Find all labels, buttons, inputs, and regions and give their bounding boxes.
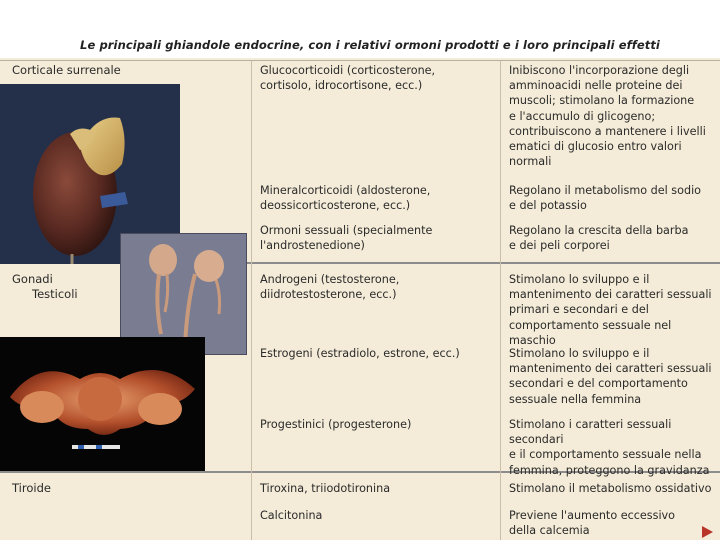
ovaries-uterus-photo [0,337,205,471]
page-title: Le principali ghiandole endocrine, con i relativi ormoni prodotti e i loro principali effetti [80,38,660,52]
effect-glucocorticoidi: Inibiscono l'incorporazione degli amminoacidi nelle proteine dei muscoli; stimolano la formazione e l'accumulo di glicogeno; contribuiscono a mantenere i livelli ematici di glucosio entro valori normali [509,64,706,169]
gland-name-gonadi: Gonadi [12,272,53,286]
hormone-androgeni: Androgeni (testosterone, diidrotestosterone, ecc.) [260,273,400,302]
hormone-mineralcorticoidi: Mineralcorticoidi (aldosterone, deossicorticosterone, ecc.) [260,184,431,213]
hormone-ormoni-sessuali: Ormoni sessuali (specialmente l'androstenedione) [260,224,433,253]
effect-mineralcorticoidi: Regolano il metabolismo del sodio e del potassio [509,184,702,213]
effect-androgeni: Stimolano lo sviluppo e il mantenimento dei caratteri sessuali primari e secondari e del comportamento sessuale nel maschio [509,273,712,347]
hormone-calcitonina: Calcitonina [260,509,323,522]
hormone-tiroxina: Tiroxina, triiodotironina [260,482,391,495]
effect-calcitonina: Previene l'aumento eccessivo della calcemia [509,509,676,538]
hormone-progestinici: Progestinici (progesterone) [260,418,412,431]
column-divider-2 [500,61,501,540]
effect-tiroxina: Stimolano il metabolismo ossidativo [509,482,712,495]
table-top-rule [0,60,720,61]
hormone-glucocorticoidi: Glucocorticoidi (corticosterone, cortisolo, idrocortisone, ecc.) [260,64,436,93]
effect-ormoni-sessuali: Regolano la crescita della barba e dei peli corporei [509,224,689,253]
gland-subname-testicoli: Testicoli [32,287,78,301]
hormone-estrogeni: Estrogeni (estradiolo, estrone, ecc.) [260,347,460,360]
effect-estrogeni: Stimolano lo sviluppo e il mantenimento dei caratteri sessuali secondari e del comportamento sessuale nella femmina [509,347,712,406]
gland-name-corticale: Corticale surrenale [12,63,121,77]
gland-name-tiroide: Tiroide [12,481,51,495]
play-triangle-icon[interactable] [702,526,713,538]
effect-progestinici: Stimolano i caratteri sessuali secondari e il comportamento sessuale nella femmina, proteggono la gravidanza [509,418,710,477]
